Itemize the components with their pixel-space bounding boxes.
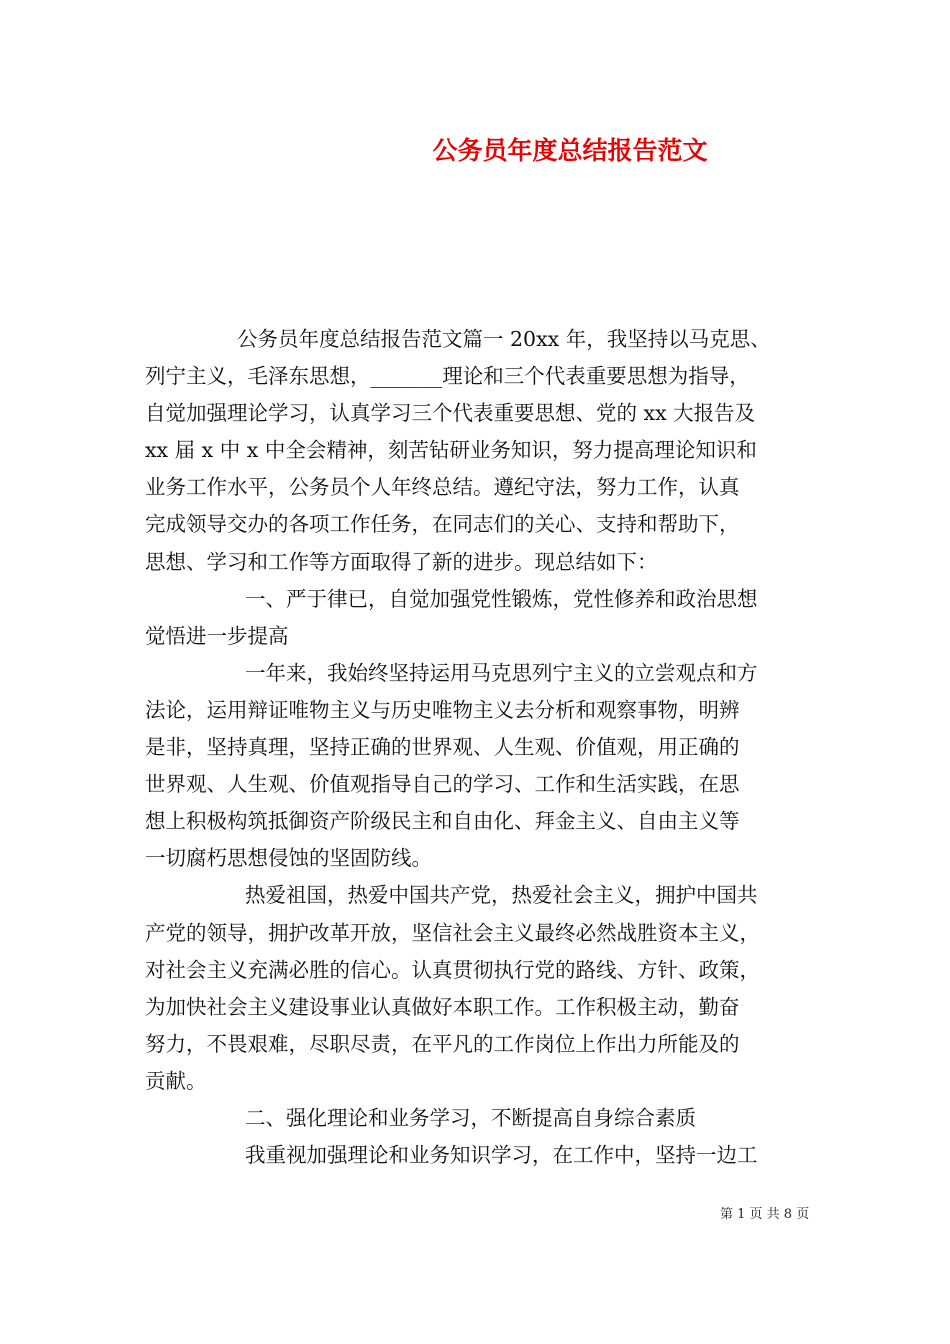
body-line: 我重视加强理论和业务知识学习，在工作中，坚持一边工: [245, 1143, 758, 1168]
body-line: 公务员年度总结报告范文篇一 20xx 年，我坚持以马克思、: [237, 327, 771, 351]
body-line: 完成领导交办的各项工作任务，在同志们的关心、支持和帮助下，: [145, 512, 740, 537]
body-line: 世界观、人生观、价值观指导自己的学习、工作和生活实践，在思: [145, 772, 740, 797]
body-line: xx 届 x 中 x 中全会精神，刻苦钻研业务知识，努力提高理论知识和: [145, 438, 757, 463]
body-line: 业务工作水平，公务员个人年终总结。遵纪守法，努力工作，认真: [145, 475, 740, 500]
body-line: 为加快社会主义建设事业认真做好本职工作。工作积极主动，勤奋: [145, 994, 740, 1019]
body-line: 努力，不畏艰难，尽职尽责，在平凡的工作岗位上作出力所能及的: [145, 1031, 740, 1056]
document-title: 公务员年度总结报告范文: [432, 136, 708, 165]
body-line: 一年来，我始终坚持运用马克思列宁主义的立尝观点和方: [245, 660, 758, 685]
body-line: 自觉加强理论学习，认真学习三个代表重要思想、党的 xx 大报告及: [145, 401, 756, 426]
section-heading-line: 二、强化理论和业务学习，不断提高自身综合素质: [245, 1105, 696, 1130]
body-line: 一切腐朽思想侵蚀的坚固防线。: [145, 846, 432, 871]
section-heading-line: 觉悟进一步提高: [145, 623, 289, 648]
body-line: 列宁主义，毛泽东思想，_______理论和三个代表重要思想为指导，: [145, 364, 750, 389]
body-line: 对社会主义充满必胜的信心。认真贯彻执行党的路线、方针、政策，: [145, 957, 760, 982]
section-heading-line: 一、严于律已，自觉加强党性锻炼，党性修养和政治思想: [245, 586, 758, 611]
body-line: 想上积极构筑抵御资产阶级民主和自由化、拜金主义、自由主义等: [145, 809, 740, 834]
body-line: 贡献。: [145, 1068, 207, 1093]
body-line: 产党的领导，拥护改革开放，坚信社会主义最终必然战胜资本主义，: [145, 920, 760, 945]
body-line: 法论，运用辩证唯物主义与历史唯物主义去分析和观察事物，明辨: [145, 697, 740, 722]
page-footer: 第 1 页 共 8 页: [720, 1207, 810, 1222]
document-body: [145, 321, 805, 1174]
body-line: 是非，坚持真理，坚持正确的世界观、人生观、价值观，用正确的: [145, 735, 740, 760]
body-line: 思想、学习和工作等方面取得了新的进步。现总结如下：: [145, 549, 658, 574]
body-line: 热爱祖国，热爱中国共产党，热爱社会主义，拥护中国共: [245, 883, 758, 908]
